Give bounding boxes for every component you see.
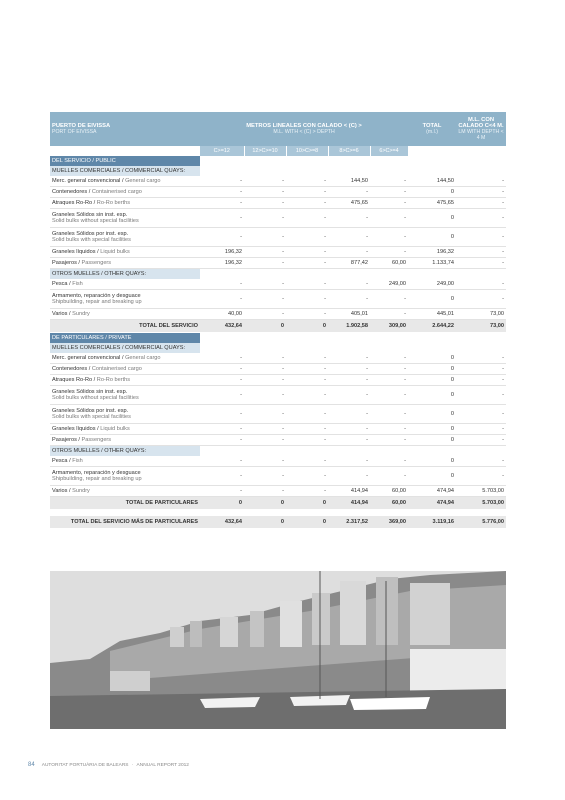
row-label: Atraques Ro-Ro / Ro-Ro berths bbox=[50, 375, 200, 386]
value-cell: 0 bbox=[408, 467, 456, 486]
value-cell: 432,64 bbox=[200, 516, 244, 529]
table-row bbox=[50, 375, 506, 386]
value-cell: - bbox=[286, 435, 328, 446]
row-label bbox=[50, 386, 200, 405]
value-cell: - bbox=[200, 435, 244, 446]
group-header-row bbox=[50, 269, 506, 280]
value-cell: 2.644,22 bbox=[408, 320, 456, 333]
value-cell: - bbox=[244, 290, 286, 309]
value-cell: 3.119,16 bbox=[408, 516, 456, 529]
value-cell: - bbox=[456, 209, 506, 228]
row-label-es: Pasajeros bbox=[52, 260, 77, 266]
value-cell: 877,42 bbox=[328, 258, 370, 269]
section-header-row bbox=[50, 333, 506, 344]
value-cell: - bbox=[286, 258, 328, 269]
value-cell: 40,00 bbox=[200, 309, 244, 320]
value-cell: - bbox=[328, 424, 370, 435]
value-cell: - bbox=[370, 247, 408, 258]
section-title-es: DEL SERVICIO bbox=[52, 158, 91, 164]
value-cell: 0 bbox=[408, 375, 456, 386]
value-cell: - bbox=[370, 209, 408, 228]
row-label-en: Passengers bbox=[81, 437, 112, 443]
table-row bbox=[50, 187, 506, 198]
row-label: Contenedores / Containerised cargo bbox=[50, 187, 200, 198]
value-cell: - bbox=[286, 198, 328, 209]
page-number: 84 bbox=[28, 762, 35, 768]
depth-col-5: 6>C>=4 bbox=[370, 146, 408, 156]
value-cell: - bbox=[286, 187, 328, 198]
value-cell: 60,00 bbox=[370, 497, 408, 510]
value-cell: - bbox=[370, 290, 408, 309]
value-cell: - bbox=[244, 486, 286, 497]
row-label: Pesca / Fish bbox=[50, 456, 200, 467]
harbour-photo bbox=[50, 571, 506, 729]
group-title: OTROS MUELLES / OTHER QUAYS: bbox=[50, 446, 200, 457]
value-cell: 405,01 bbox=[328, 309, 370, 320]
value-cell: - bbox=[328, 290, 370, 309]
value-cell: 445,01 bbox=[408, 309, 456, 320]
row-label-en: Containerised cargo bbox=[91, 189, 142, 195]
value-cell: - bbox=[244, 309, 286, 320]
table-row bbox=[50, 467, 506, 486]
row-label-en: Liquid bulks bbox=[100, 426, 130, 432]
row-label-en: Ro-Ro berths bbox=[96, 377, 131, 383]
value-cell: 144,50 bbox=[408, 176, 456, 187]
value-cell: - bbox=[456, 456, 506, 467]
value-cell: 2.317,52 bbox=[328, 516, 370, 529]
group-header-row bbox=[50, 446, 506, 457]
group-title: MUELLES COMERCIALES / COMMERCIAL QUAYS: bbox=[50, 343, 200, 353]
row-label-en: Shipbuilding, repair and breaking up bbox=[52, 476, 142, 482]
row-label-en: Containerised cargo bbox=[91, 366, 142, 372]
value-cell: 73,00 bbox=[456, 320, 506, 333]
value-cell: - bbox=[200, 456, 244, 467]
section-header-row bbox=[50, 156, 506, 166]
value-cell: - bbox=[286, 279, 328, 290]
value-cell: 5.776,00 bbox=[456, 516, 506, 529]
row-label-en: Solid bulks without special facilities bbox=[52, 218, 139, 224]
value-cell: 414,94 bbox=[328, 497, 370, 510]
value-cell: - bbox=[286, 405, 328, 424]
row-label-es: Contenedores bbox=[52, 366, 88, 372]
row-label: Pasajeros / Passengers bbox=[50, 258, 200, 269]
value-cell: 309,00 bbox=[370, 320, 408, 333]
row-label-es: Graneles Sólidos sin inst. esp. bbox=[52, 389, 128, 395]
row-label: Pasajeros / Passengers bbox=[50, 435, 200, 446]
value-cell: - bbox=[244, 176, 286, 187]
table-row bbox=[50, 198, 506, 209]
value-cell: - bbox=[456, 424, 506, 435]
value-cell: - bbox=[456, 258, 506, 269]
value-cell: 1.133,74 bbox=[408, 258, 456, 269]
table-row bbox=[50, 486, 506, 497]
row-label-en: Solid bulks with special facilities bbox=[52, 237, 131, 243]
row-label-es: Atraques Ro-Ro bbox=[52, 377, 93, 383]
value-cell: - bbox=[370, 405, 408, 424]
row-label: Contenedores / Containerised cargo bbox=[50, 364, 200, 375]
row-label: Merc. general convencional / General cargo bbox=[50, 353, 200, 364]
value-cell: - bbox=[456, 198, 506, 209]
total-label: TOTAL DE PARTICULARES bbox=[50, 497, 200, 510]
row-label-en: Passengers bbox=[81, 260, 112, 266]
value-cell: 475,65 bbox=[328, 198, 370, 209]
value-cell: - bbox=[370, 364, 408, 375]
row-label-es: Pesca bbox=[52, 281, 68, 287]
row-label-en: Liquid bulks bbox=[100, 249, 130, 255]
group-title: MUELLES COMERCIALES / COMMERCIAL QUAYS: bbox=[50, 166, 200, 176]
value-cell: - bbox=[244, 228, 286, 247]
value-cell: - bbox=[286, 176, 328, 187]
row-label bbox=[50, 467, 200, 486]
table-row bbox=[50, 405, 506, 424]
depth-col-4: 8>C>=6 bbox=[328, 146, 370, 156]
value-cell: 0 bbox=[200, 497, 244, 510]
value-cell: 0 bbox=[408, 353, 456, 364]
table-row bbox=[50, 176, 506, 187]
table-row bbox=[50, 435, 506, 446]
value-cell: 432,64 bbox=[200, 320, 244, 333]
row-label-en: Sundry bbox=[72, 311, 90, 317]
value-cell: - bbox=[328, 353, 370, 364]
value-cell: - bbox=[328, 364, 370, 375]
harbour-photo-image bbox=[50, 571, 506, 729]
value-cell: 1.902,58 bbox=[328, 320, 370, 333]
value-cell: - bbox=[456, 228, 506, 247]
value-cell: - bbox=[200, 279, 244, 290]
value-cell: - bbox=[456, 386, 506, 405]
value-cell: - bbox=[286, 309, 328, 320]
value-cell: 73,00 bbox=[456, 309, 506, 320]
footer-org: AUTORITAT PORTUÀRIA DE BALEARS bbox=[41, 763, 129, 768]
value-cell: - bbox=[200, 364, 244, 375]
value-cell: - bbox=[328, 375, 370, 386]
table-row bbox=[50, 247, 506, 258]
depth-col-1: C>=12 bbox=[200, 146, 244, 156]
value-cell: - bbox=[286, 290, 328, 309]
section-title: DEL SERVICIO / PUBLIC bbox=[50, 156, 200, 166]
value-cell: - bbox=[370, 176, 408, 187]
depth-header: METROS LINEALES CON CALADO < (C) > M.L. WITH < (C) > DEPTH bbox=[200, 112, 408, 146]
value-cell: 196,32 bbox=[200, 258, 244, 269]
depth-subheader-row bbox=[50, 146, 506, 156]
value-cell: 60,00 bbox=[370, 258, 408, 269]
table-body bbox=[50, 156, 506, 529]
total-label: TOTAL DEL SERVICIO bbox=[50, 320, 200, 333]
value-cell: 144,50 bbox=[328, 176, 370, 187]
row-label bbox=[50, 228, 200, 247]
value-cell: 0 bbox=[408, 405, 456, 424]
table-row bbox=[50, 364, 506, 375]
table-header-row bbox=[50, 112, 506, 146]
value-cell: - bbox=[370, 353, 408, 364]
row-label-en: General cargo bbox=[125, 355, 161, 361]
row-label-en: Ro-Ro berths bbox=[96, 200, 131, 206]
value-cell: 0 bbox=[244, 516, 286, 529]
table-row bbox=[50, 209, 506, 228]
section-title-en: PRIVATE bbox=[108, 335, 132, 341]
value-cell: 0 bbox=[408, 456, 456, 467]
row-label-es: Graneles líquidos bbox=[52, 426, 96, 432]
table-row bbox=[50, 279, 506, 290]
value-cell: - bbox=[200, 209, 244, 228]
table-row bbox=[50, 290, 506, 309]
value-cell: - bbox=[286, 353, 328, 364]
value-cell: - bbox=[244, 364, 286, 375]
value-cell: 0 bbox=[408, 424, 456, 435]
value-cell: - bbox=[370, 467, 408, 486]
value-cell: - bbox=[370, 456, 408, 467]
row-label-en: Fish bbox=[72, 458, 83, 464]
row-label-es: Merc. general convencional bbox=[52, 178, 121, 184]
value-cell: 0 bbox=[286, 497, 328, 510]
page-footer: 84 AUTORITAT PORTUÀRIA DE BALEARS · ANNUAL REPORT 2012 bbox=[28, 762, 189, 768]
value-cell: - bbox=[286, 247, 328, 258]
value-cell: - bbox=[456, 467, 506, 486]
value-cell: - bbox=[456, 353, 506, 364]
value-cell: - bbox=[328, 435, 370, 446]
value-cell: - bbox=[286, 375, 328, 386]
row-label-en: Fish bbox=[72, 281, 83, 287]
row-label-es: Graneles Sólidos por inst. esp. bbox=[52, 408, 129, 414]
value-cell: - bbox=[244, 467, 286, 486]
value-cell: - bbox=[286, 424, 328, 435]
value-cell: 0 bbox=[244, 320, 286, 333]
value-cell: - bbox=[328, 386, 370, 405]
section-total-row bbox=[50, 497, 506, 510]
value-cell: - bbox=[456, 405, 506, 424]
value-cell: - bbox=[200, 424, 244, 435]
value-cell: - bbox=[286, 364, 328, 375]
table-row bbox=[50, 353, 506, 364]
group-header-row bbox=[50, 166, 506, 176]
value-cell: - bbox=[200, 375, 244, 386]
row-label-en: Sundry bbox=[72, 488, 90, 494]
table-row bbox=[50, 309, 506, 320]
value-cell: - bbox=[370, 435, 408, 446]
value-cell: - bbox=[244, 386, 286, 405]
value-cell: 0 bbox=[286, 516, 328, 529]
quay-length-table bbox=[50, 112, 506, 529]
value-cell: - bbox=[244, 209, 286, 228]
group-title: OTROS MUELLES / OTHER QUAYS: bbox=[50, 269, 200, 280]
value-cell: - bbox=[286, 486, 328, 497]
value-cell: - bbox=[370, 228, 408, 247]
row-label-es: Merc. general convencional bbox=[52, 355, 121, 361]
value-cell: - bbox=[370, 309, 408, 320]
value-cell: - bbox=[370, 386, 408, 405]
value-cell: 0 bbox=[286, 320, 328, 333]
table-row bbox=[50, 456, 506, 467]
value-cell: 369,00 bbox=[370, 516, 408, 529]
table-row bbox=[50, 258, 506, 269]
value-cell: - bbox=[200, 176, 244, 187]
value-cell: - bbox=[328, 279, 370, 290]
value-cell: - bbox=[370, 187, 408, 198]
section-total-row bbox=[50, 320, 506, 333]
value-cell: - bbox=[286, 456, 328, 467]
row-label: Graneles líquidos / Liquid bulks bbox=[50, 424, 200, 435]
row-label bbox=[50, 405, 200, 424]
value-cell: 0 bbox=[408, 290, 456, 309]
row-label-en: Solid bulks with special facilities bbox=[52, 414, 131, 420]
value-cell: 0 bbox=[408, 187, 456, 198]
row-label: Graneles líquidos / Liquid bulks bbox=[50, 247, 200, 258]
value-cell: 414,94 bbox=[328, 486, 370, 497]
row-label-en: Solid bulks without special facilities bbox=[52, 395, 139, 401]
value-cell: - bbox=[200, 228, 244, 247]
value-cell: - bbox=[244, 279, 286, 290]
value-cell: - bbox=[370, 198, 408, 209]
value-cell: - bbox=[328, 228, 370, 247]
row-label-es: Varios bbox=[52, 488, 68, 494]
section-title: DE PARTICULARES / PRIVATE bbox=[50, 333, 200, 344]
value-cell: - bbox=[244, 456, 286, 467]
row-label-es: Varios bbox=[52, 311, 68, 317]
table-row bbox=[50, 424, 506, 435]
value-cell: 5.703,00 bbox=[456, 497, 506, 510]
row-label: Varios / Sundry bbox=[50, 486, 200, 497]
grand-total-label: TOTAL DEL SERVICIO MÁS DE PARTICULARES bbox=[50, 516, 200, 529]
value-cell: - bbox=[200, 486, 244, 497]
value-cell: - bbox=[200, 187, 244, 198]
value-cell: 474,94 bbox=[408, 486, 456, 497]
row-label-es: Pasajeros bbox=[52, 437, 77, 443]
shallow-header: M.L. CON CALADO C<4 M. LM WITH DEPTH < 4 M bbox=[456, 112, 506, 146]
row-label bbox=[50, 209, 200, 228]
value-cell: 249,00 bbox=[370, 279, 408, 290]
value-cell: - bbox=[286, 228, 328, 247]
table-row bbox=[50, 228, 506, 247]
value-cell: - bbox=[244, 424, 286, 435]
value-cell: 5.703,00 bbox=[456, 486, 506, 497]
row-label-es: Graneles Sólidos sin inst. esp. bbox=[52, 212, 128, 218]
section-title-es: DE PARTICULARES bbox=[52, 335, 104, 341]
row-label-es: Graneles Sólidos por inst. esp. bbox=[52, 231, 129, 237]
row-label-es: Armamento, reparación y desguace bbox=[52, 293, 141, 299]
row-label bbox=[50, 290, 200, 309]
group-header-row bbox=[50, 343, 506, 353]
value-cell: - bbox=[328, 467, 370, 486]
value-cell: - bbox=[456, 364, 506, 375]
row-label-es: Armamento, reparación y desguace bbox=[52, 470, 141, 476]
value-cell: - bbox=[200, 405, 244, 424]
footer-report: ANNUAL REPORT 2012 bbox=[136, 763, 189, 768]
value-cell: - bbox=[370, 375, 408, 386]
row-label-en: General cargo bbox=[125, 178, 161, 184]
value-cell: - bbox=[200, 290, 244, 309]
row-label: Varios / Sundry bbox=[50, 309, 200, 320]
value-cell: 60,00 bbox=[370, 486, 408, 497]
value-cell: 0 bbox=[408, 228, 456, 247]
total-header: TOTAL (m.l.) bbox=[408, 112, 456, 146]
value-cell: - bbox=[244, 405, 286, 424]
value-cell: 249,00 bbox=[408, 279, 456, 290]
value-cell: - bbox=[456, 279, 506, 290]
value-cell: - bbox=[244, 198, 286, 209]
value-cell: - bbox=[328, 187, 370, 198]
value-cell: 0 bbox=[408, 386, 456, 405]
section-title-en: PUBLIC bbox=[95, 158, 116, 164]
row-label-es: Pesca bbox=[52, 458, 68, 464]
value-cell: - bbox=[244, 258, 286, 269]
value-cell: - bbox=[244, 187, 286, 198]
value-cell: - bbox=[200, 198, 244, 209]
value-cell: 475,65 bbox=[408, 198, 456, 209]
value-cell: - bbox=[370, 424, 408, 435]
value-cell: - bbox=[456, 375, 506, 386]
value-cell: - bbox=[286, 467, 328, 486]
value-cell: - bbox=[244, 247, 286, 258]
value-cell: - bbox=[244, 435, 286, 446]
row-label: Pesca / Fish bbox=[50, 279, 200, 290]
value-cell: - bbox=[200, 353, 244, 364]
value-cell: - bbox=[456, 187, 506, 198]
value-cell: - bbox=[456, 290, 506, 309]
value-cell: - bbox=[200, 386, 244, 405]
row-label: Merc. general convencional / General cargo bbox=[50, 176, 200, 187]
value-cell: 0 bbox=[244, 497, 286, 510]
value-cell: - bbox=[244, 353, 286, 364]
value-cell: - bbox=[456, 247, 506, 258]
row-label-en: Shipbuilding, repair and breaking up bbox=[52, 299, 142, 305]
row-label-es: Graneles líquidos bbox=[52, 249, 96, 255]
row-label: Atraques Ro-Ro / Ro-Ro berths bbox=[50, 198, 200, 209]
value-cell: 196,32 bbox=[408, 247, 456, 258]
row-label-es: Contenedores bbox=[52, 189, 88, 195]
value-cell: - bbox=[328, 456, 370, 467]
value-cell: 474,94 bbox=[408, 497, 456, 510]
value-cell: - bbox=[200, 467, 244, 486]
value-cell: - bbox=[244, 375, 286, 386]
value-cell: - bbox=[286, 209, 328, 228]
depth-col-3: 10>C>=8 bbox=[286, 146, 328, 156]
table-row bbox=[50, 386, 506, 405]
row-label-es: Atraques Ro-Ro bbox=[52, 200, 93, 206]
value-cell: 0 bbox=[408, 435, 456, 446]
value-cell: - bbox=[328, 405, 370, 424]
value-cell: - bbox=[456, 435, 506, 446]
value-cell: - bbox=[328, 209, 370, 228]
port-header: PUERTO DE EIVISSA PORT OF EIVISSA bbox=[50, 112, 200, 146]
value-cell: 0 bbox=[408, 209, 456, 228]
value-cell: - bbox=[456, 176, 506, 187]
grand-total-row bbox=[50, 516, 506, 529]
value-cell: 0 bbox=[408, 364, 456, 375]
value-cell: 196,32 bbox=[200, 247, 244, 258]
value-cell: - bbox=[328, 247, 370, 258]
value-cell: - bbox=[286, 386, 328, 405]
depth-col-2: 12>C>=10 bbox=[244, 146, 286, 156]
